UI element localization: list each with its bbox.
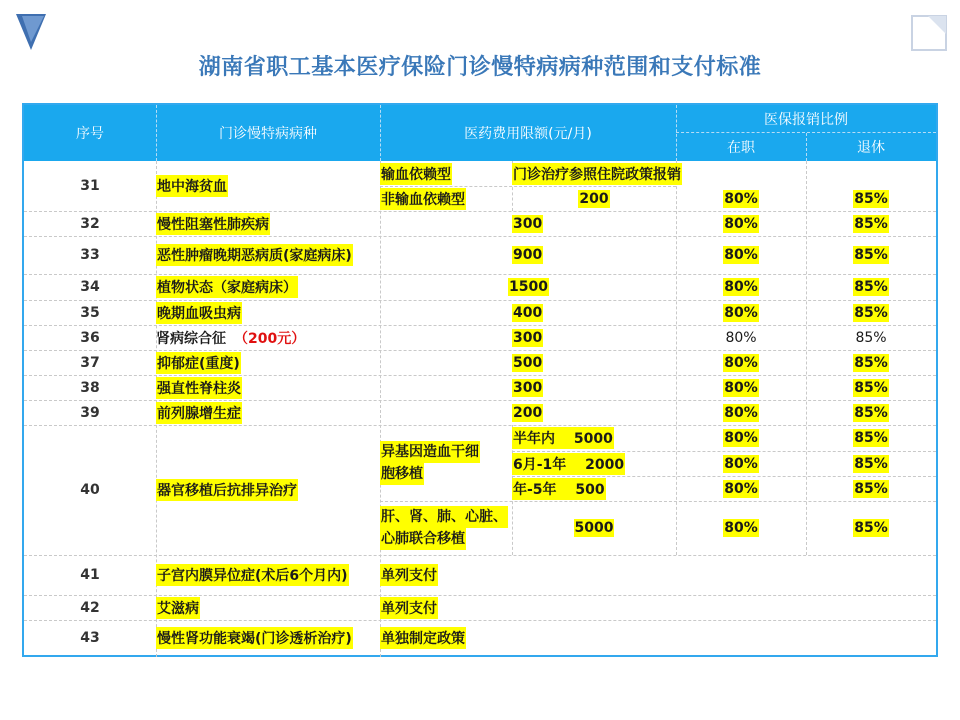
disease-note: （200元） (234, 330, 306, 347)
disease-name: 艾滋病 (156, 597, 200, 619)
data-table: 序号 门诊慢特病病种 医药费用限额(元/月) 医保报销比例 在职 退休 31 地中海贫血 输血依赖型 门诊治疗参照住院政策报销 非输血依赖型 200 80% 85% 32 慢性阻塞性肺疾病 300 80% 85% 33 恶性肿瘤晚期恶病质(家庭病床) 900 80% 85% 34 植物状态（家庭病床） 1500 80% 85% 35 晚期血吸虫病 400 80% 85% 36 肾病综合征 （200元） 300 80% 85% 37 抑郁症(重度) 500 80% 85% 38 强直性脊柱炎 300 80% 85% 39 前列腺增生症 200 80% 85% 40 器官移植后抗排异治疗 异基因造血干细 胞移植 半年内 5000 6月-1年 2000 年-5年 500 80% 85% 80% 85% 80% 85% 肝、肾、肺、心脏、 心肺联合移植 5000 80% 85% 41 子宫内膜异位症(术后6个月内) 单列支付 42 艾滋病 单列支付 43 慢性肾功能衰竭(门诊透析治疗) 单独制定政策 (22, 103, 938, 657)
disease-name: 慢性肾功能衰竭(门诊透析治疗) (156, 627, 353, 649)
corner-page-icon (908, 12, 950, 54)
header-no: 序号 (76, 126, 104, 142)
disease-name: 植物状态（家庭病床） (156, 276, 298, 298)
header-work: 在职 (727, 140, 755, 156)
disease-name: 抑郁症(重度) (156, 352, 241, 374)
corner-triangle-icon (14, 12, 48, 52)
header-ratio: 医保报销比例 (764, 111, 848, 128)
disease-name: 地中海贫血 (156, 175, 228, 197)
disease-name: 恶性肿瘤晚期恶病质(家庭病床) (156, 244, 353, 266)
disease-name: 前列腺增生症 (156, 402, 242, 424)
page-title: 湖南省职工基本医疗保险门诊慢特病病种范围和支付标准 (198, 55, 762, 80)
disease-name: 肾病综合征 (156, 330, 226, 347)
disease-name: 器官移植后抗排异治疗 (156, 479, 298, 501)
header-limit: 医药费用限额(元/月) (464, 126, 592, 142)
disease-name: 晚期血吸虫病 (156, 302, 242, 324)
disease-name: 强直性脊柱炎 (156, 377, 242, 399)
header-disease: 门诊慢特病病种 (219, 126, 317, 142)
header-retire: 退休 (857, 140, 885, 156)
disease-name: 慢性阻塞性肺疾病 (156, 213, 270, 235)
table-header (24, 105, 936, 161)
disease-name: 子宫内膜异位症(术后6个月内) (156, 564, 349, 586)
